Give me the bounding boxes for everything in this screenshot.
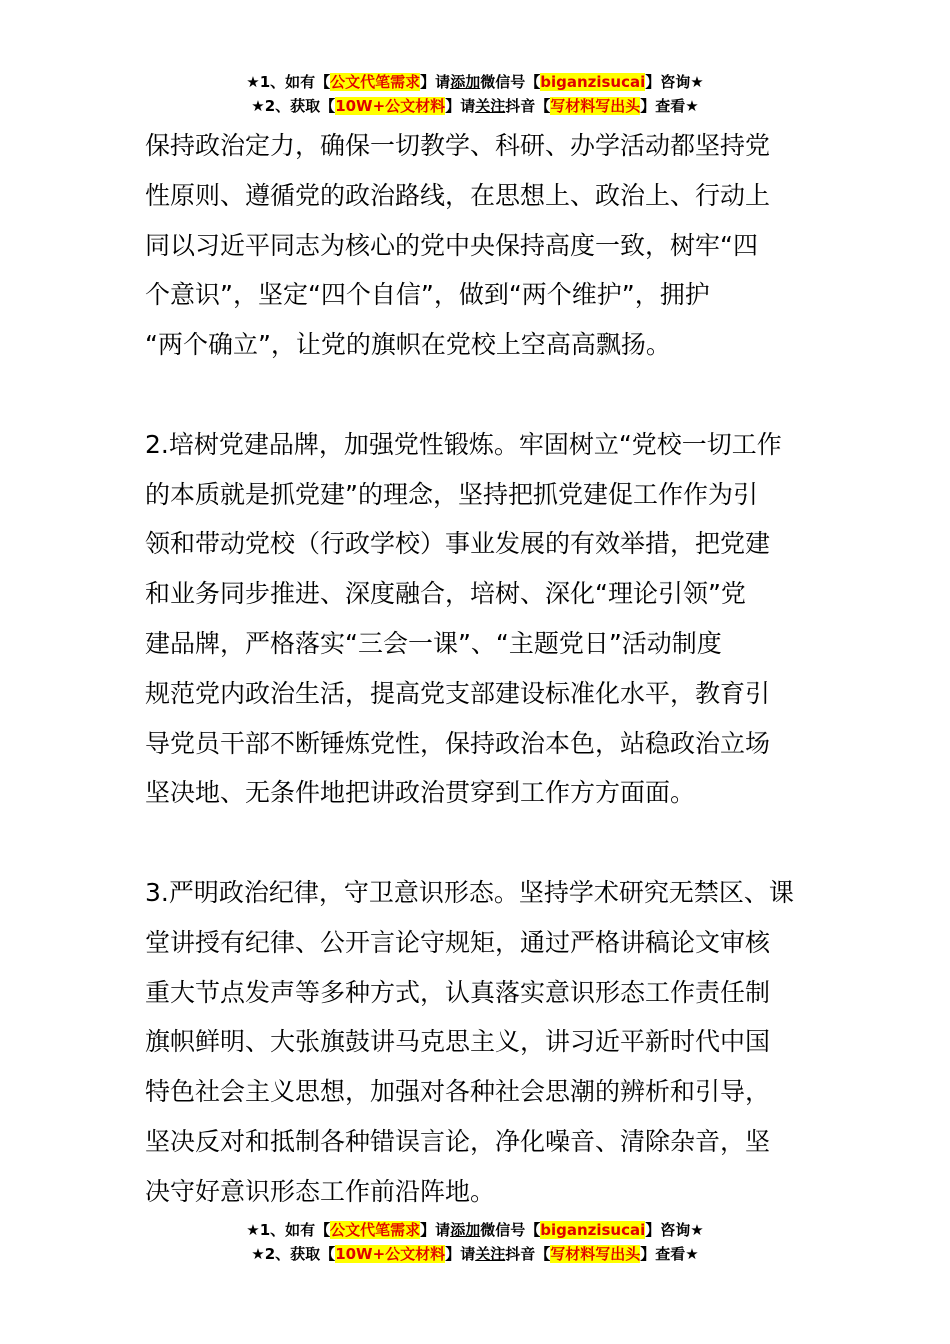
banner-text: 】查看★ xyxy=(640,97,699,115)
banner-line-1 xyxy=(0,70,950,94)
text-line: 特色社会主义思想，加强对各种社会思潮的辨析和引导， xyxy=(145,1077,771,1107)
text-line: 和业务同步推进、深度融合，培树、深化“理论引领”党 xyxy=(145,579,746,609)
banner-highlight: biganzisucai xyxy=(540,1221,646,1239)
banner-text: 】咨询★ xyxy=(645,1221,704,1239)
banner-highlight: 写材料写出头 xyxy=(550,97,641,115)
banner-text: ★2、获取【 xyxy=(251,1245,336,1263)
text-line: 的本质就是抓党建”的理念，坚持把抓党建促工作作为引 xyxy=(145,479,758,509)
paragraph-3 xyxy=(145,868,807,1217)
banner-text: 微信号【 xyxy=(480,73,541,91)
text-line: 规范党内政治生活，提高党支部建设标准化水平，教育引 xyxy=(145,678,771,708)
footer-banner xyxy=(0,1218,950,1266)
banner-text: ★1、如有【 xyxy=(246,73,331,91)
banner-text: ★2、获取【 xyxy=(251,97,336,115)
text-line: 重大节点发声等多种方式，认真落实意识形态工作责任制 xyxy=(145,977,771,1007)
banner-highlight: 公文代笔需求 xyxy=(330,1221,421,1239)
text-line: 2.培树党建品牌，加强党性锻炼。牢固树立“党校一切工作 xyxy=(145,429,782,459)
text-line: 堂讲授有纪律、公开言论守规矩，通过严格讲稿论文审核 xyxy=(145,927,771,957)
text-line: “两个确立”，让党的旗帜在党校上空高高飘扬。 xyxy=(145,330,671,360)
paragraph-1 xyxy=(145,121,807,370)
banner-highlight: 公文代笔需求 xyxy=(330,73,421,91)
text-line: 旗帜鲜明、大张旗鼓讲马克思主义，讲习近平新时代中国 xyxy=(145,1027,771,1057)
banner-text: 】请 xyxy=(445,1245,476,1263)
banner-emphasis: 添加 xyxy=(450,1221,481,1239)
banner-text: 】请 xyxy=(420,73,451,91)
text-line: 领和带动党校（行政学校）事业发展的有效举措，把党建 xyxy=(145,529,771,559)
banner-emphasis: 关注 xyxy=(475,1245,506,1263)
banner-line-1 xyxy=(0,1218,950,1242)
banner-emphasis: 关注 xyxy=(475,97,506,115)
banner-text: 】查看★ xyxy=(640,1245,699,1263)
text-line: 决守好意识形态工作前沿阵地。 xyxy=(145,1176,496,1206)
text-line: 性原则、遵循党的政治路线，在思想上、政治上、行动上 xyxy=(145,180,771,210)
banner-highlight: biganzisucai xyxy=(540,73,646,91)
document-body xyxy=(145,121,807,1217)
banner-text: 抖音【 xyxy=(505,97,551,115)
text-line: 同以习近平同志为核心的党中央保持高度一致，树牢“四 xyxy=(145,230,758,260)
banner-emphasis: 添加 xyxy=(450,73,481,91)
banner-line-2 xyxy=(0,1242,950,1266)
text-line: 保持政治定力，确保一切教学、科研、办学活动都坚持党 xyxy=(145,131,771,160)
text-line: 3.严明政治纪律，守卫意识形态。坚持学术研究无禁区、课 xyxy=(145,877,794,907)
text-line: 导党员干部不断锤炼党性，保持政治本色，站稳政治立场 xyxy=(145,728,771,758)
text-line: 坚决反对和抵制各种错误言论，净化噪音、清除杂音，坚 xyxy=(145,1126,771,1156)
banner-highlight: 写材料写出头 xyxy=(550,1245,641,1263)
paragraph-spacer xyxy=(145,818,807,868)
text-line: 坚决地、无条件地把讲政治贯穿到工作方方面面。 xyxy=(145,778,696,808)
banner-text: 】请 xyxy=(445,97,476,115)
header-banner xyxy=(0,70,950,118)
paragraph-spacer xyxy=(145,370,807,420)
banner-text: 抖音【 xyxy=(505,1245,551,1263)
banner-text: 微信号【 xyxy=(480,1221,541,1239)
banner-highlight: 10W+公文材料 xyxy=(335,97,446,115)
banner-line-2 xyxy=(0,94,950,118)
banner-text: 】咨询★ xyxy=(645,73,704,91)
banner-text: ★1、如有【 xyxy=(246,1221,331,1239)
banner-highlight: 10W+公文材料 xyxy=(335,1245,446,1263)
banner-text: 】请 xyxy=(420,1221,451,1239)
paragraph-2 xyxy=(145,420,807,818)
text-line: 个意识”，坚定“四个自信”，做到“两个维护”，拥护 xyxy=(145,280,710,310)
text-line: 建品牌，严格落实“三会一课”、“主题党日”活动制度 xyxy=(145,628,722,658)
